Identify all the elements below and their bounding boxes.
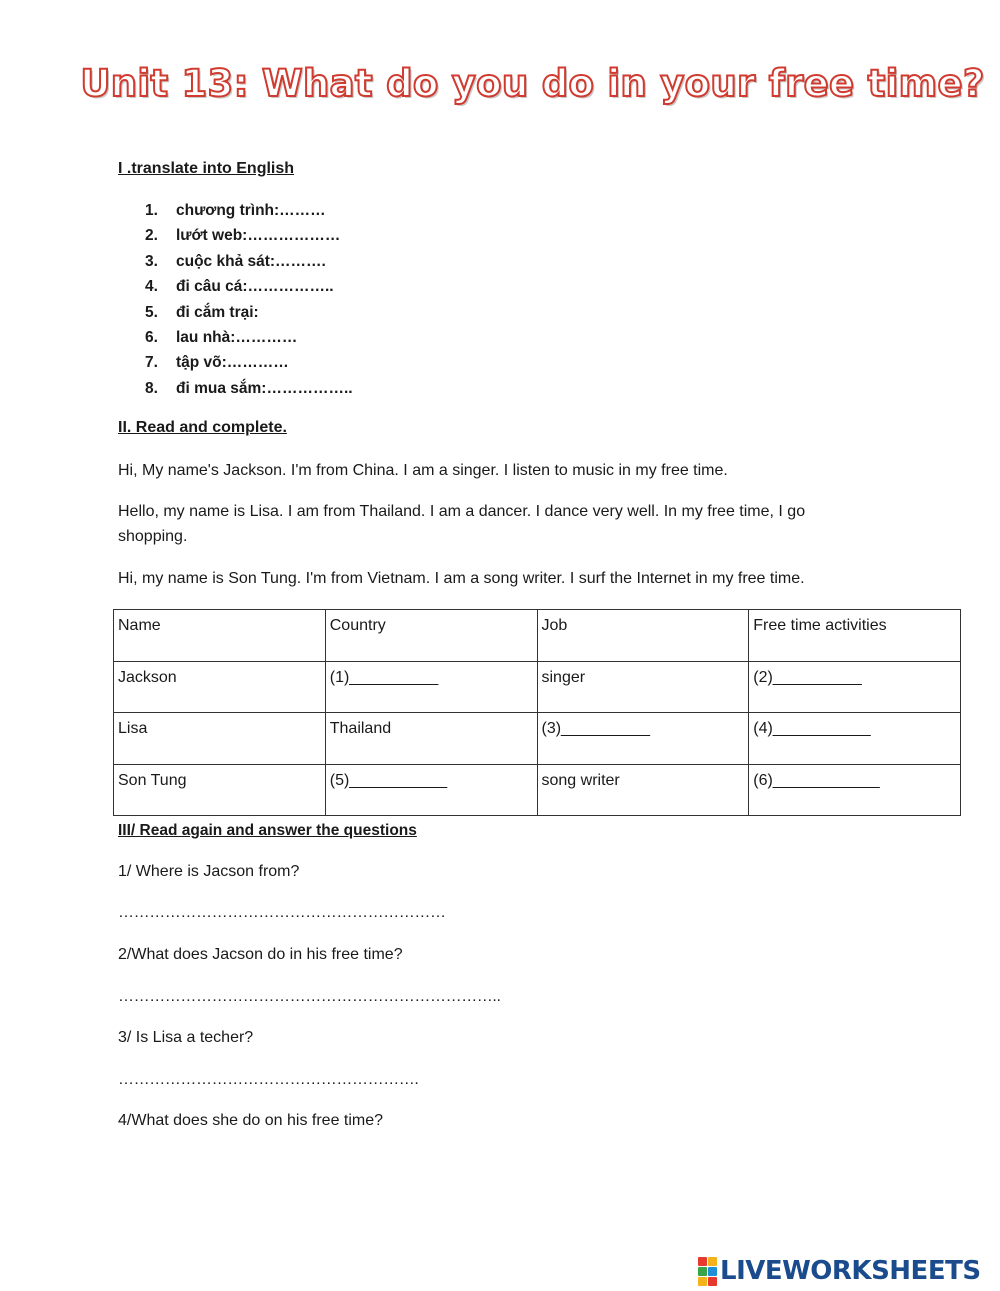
vocab-text: đi mua sắm:…………….. — [176, 379, 353, 397]
answer-line-1[interactable]: ……………………………………………………… — [118, 904, 446, 921]
vocab-text: lướt web:……………… — [176, 227, 341, 245]
table-cell: Son Tung — [114, 764, 326, 816]
table-cell: singer — [537, 661, 749, 713]
table-row — [114, 661, 961, 713]
answer-blank-6[interactable]: (6)____________ — [749, 764, 961, 816]
question-2: 2/What does Jacson do in his free time? — [118, 946, 403, 963]
vocab-text: đi câu cá:…………….. — [176, 278, 334, 296]
liveworksheets-logo — [698, 1256, 981, 1286]
table-header-cell: Free time activities — [749, 610, 961, 662]
worksheet-title: Unit 13: What do you do in your free time? — [80, 62, 985, 105]
vocab-item: 3. cuộc khả sát:………. — [145, 252, 326, 270]
table-cell: Lisa — [114, 713, 326, 765]
question-4: 4/What does she do on his free time? — [118, 1112, 384, 1129]
answer-blank-4[interactable]: (4)___________ — [749, 713, 961, 765]
paragraph-lisa: Hello, my name is Lisa. I am from Thailand. I am a dancer. I dance very well. In my free time, I go shopping. — [118, 503, 806, 545]
info-table — [113, 609, 961, 816]
question-1: 1/ Where is Jacson from? — [118, 863, 300, 880]
logo-blocks-icon — [698, 1257, 717, 1286]
vocab-item: 7. tập võ:………… — [145, 354, 289, 372]
table-cell: song writer — [537, 764, 749, 816]
vocab-item: 4. đi câu cá:…………….. — [145, 278, 334, 296]
vocab-text: cuộc khả sát:………. — [176, 252, 326, 270]
table-header-row — [114, 610, 961, 662]
vocab-text: lau nhà:………… — [176, 328, 298, 346]
section3-heading: III/ Read again and answer the questions — [118, 822, 417, 839]
question-3: 3/ Is Lisa a techer? — [118, 1029, 254, 1046]
answer-blank-5[interactable]: (5)___________ — [325, 764, 537, 816]
section1-heading: I .translate into English — [118, 160, 295, 177]
vocab-text: tập võ:………… — [176, 354, 289, 372]
table-header-cell: Country — [325, 610, 537, 662]
vocab-text: chương trình:……… — [176, 202, 326, 219]
table-header-cell: Job — [537, 610, 749, 662]
table-row — [114, 764, 961, 816]
vocab-text: đi cắm trại: — [176, 303, 259, 321]
table-row — [114, 713, 961, 765]
vocab-item: 2. lướt web:……………… — [145, 227, 341, 245]
vocab-list — [145, 200, 353, 403]
vocab-item: 5. đi cắm trại: — [145, 303, 259, 321]
answer-line-2[interactable]: ……………………………………………………………….. — [118, 988, 501, 1005]
answer-blank-1[interactable]: (1)__________ — [325, 661, 537, 713]
paragraph-jackson: Hi, My name's Jackson. I'm from China. I am a singer. I listen to music in my free time. — [118, 462, 728, 479]
logo-text: LIVEWORKSHEETS — [720, 1256, 981, 1286]
answer-blank-2[interactable]: (2)__________ — [749, 661, 961, 713]
table-cell: Jackson — [114, 661, 326, 713]
paragraph-son-tung: Hi, my name is Son Tung. I'm from Vietnam. I am a song writer. I surf the Internet in my free time. — [118, 570, 805, 587]
vocab-item: 1. chương trình:……… — [145, 202, 326, 219]
vocab-item: 8. đi mua sắm:…………….. — [145, 379, 353, 397]
answer-line-3[interactable]: …………………………………………………. — [118, 1071, 419, 1088]
section2-heading: II. Read and complete. — [118, 419, 287, 436]
vocab-item: 6. lau nhà:………… — [145, 328, 298, 346]
table-header-cell: Name — [114, 610, 326, 662]
answer-blank-3[interactable]: (3)__________ — [537, 713, 749, 765]
table-cell: Thailand — [325, 713, 537, 765]
